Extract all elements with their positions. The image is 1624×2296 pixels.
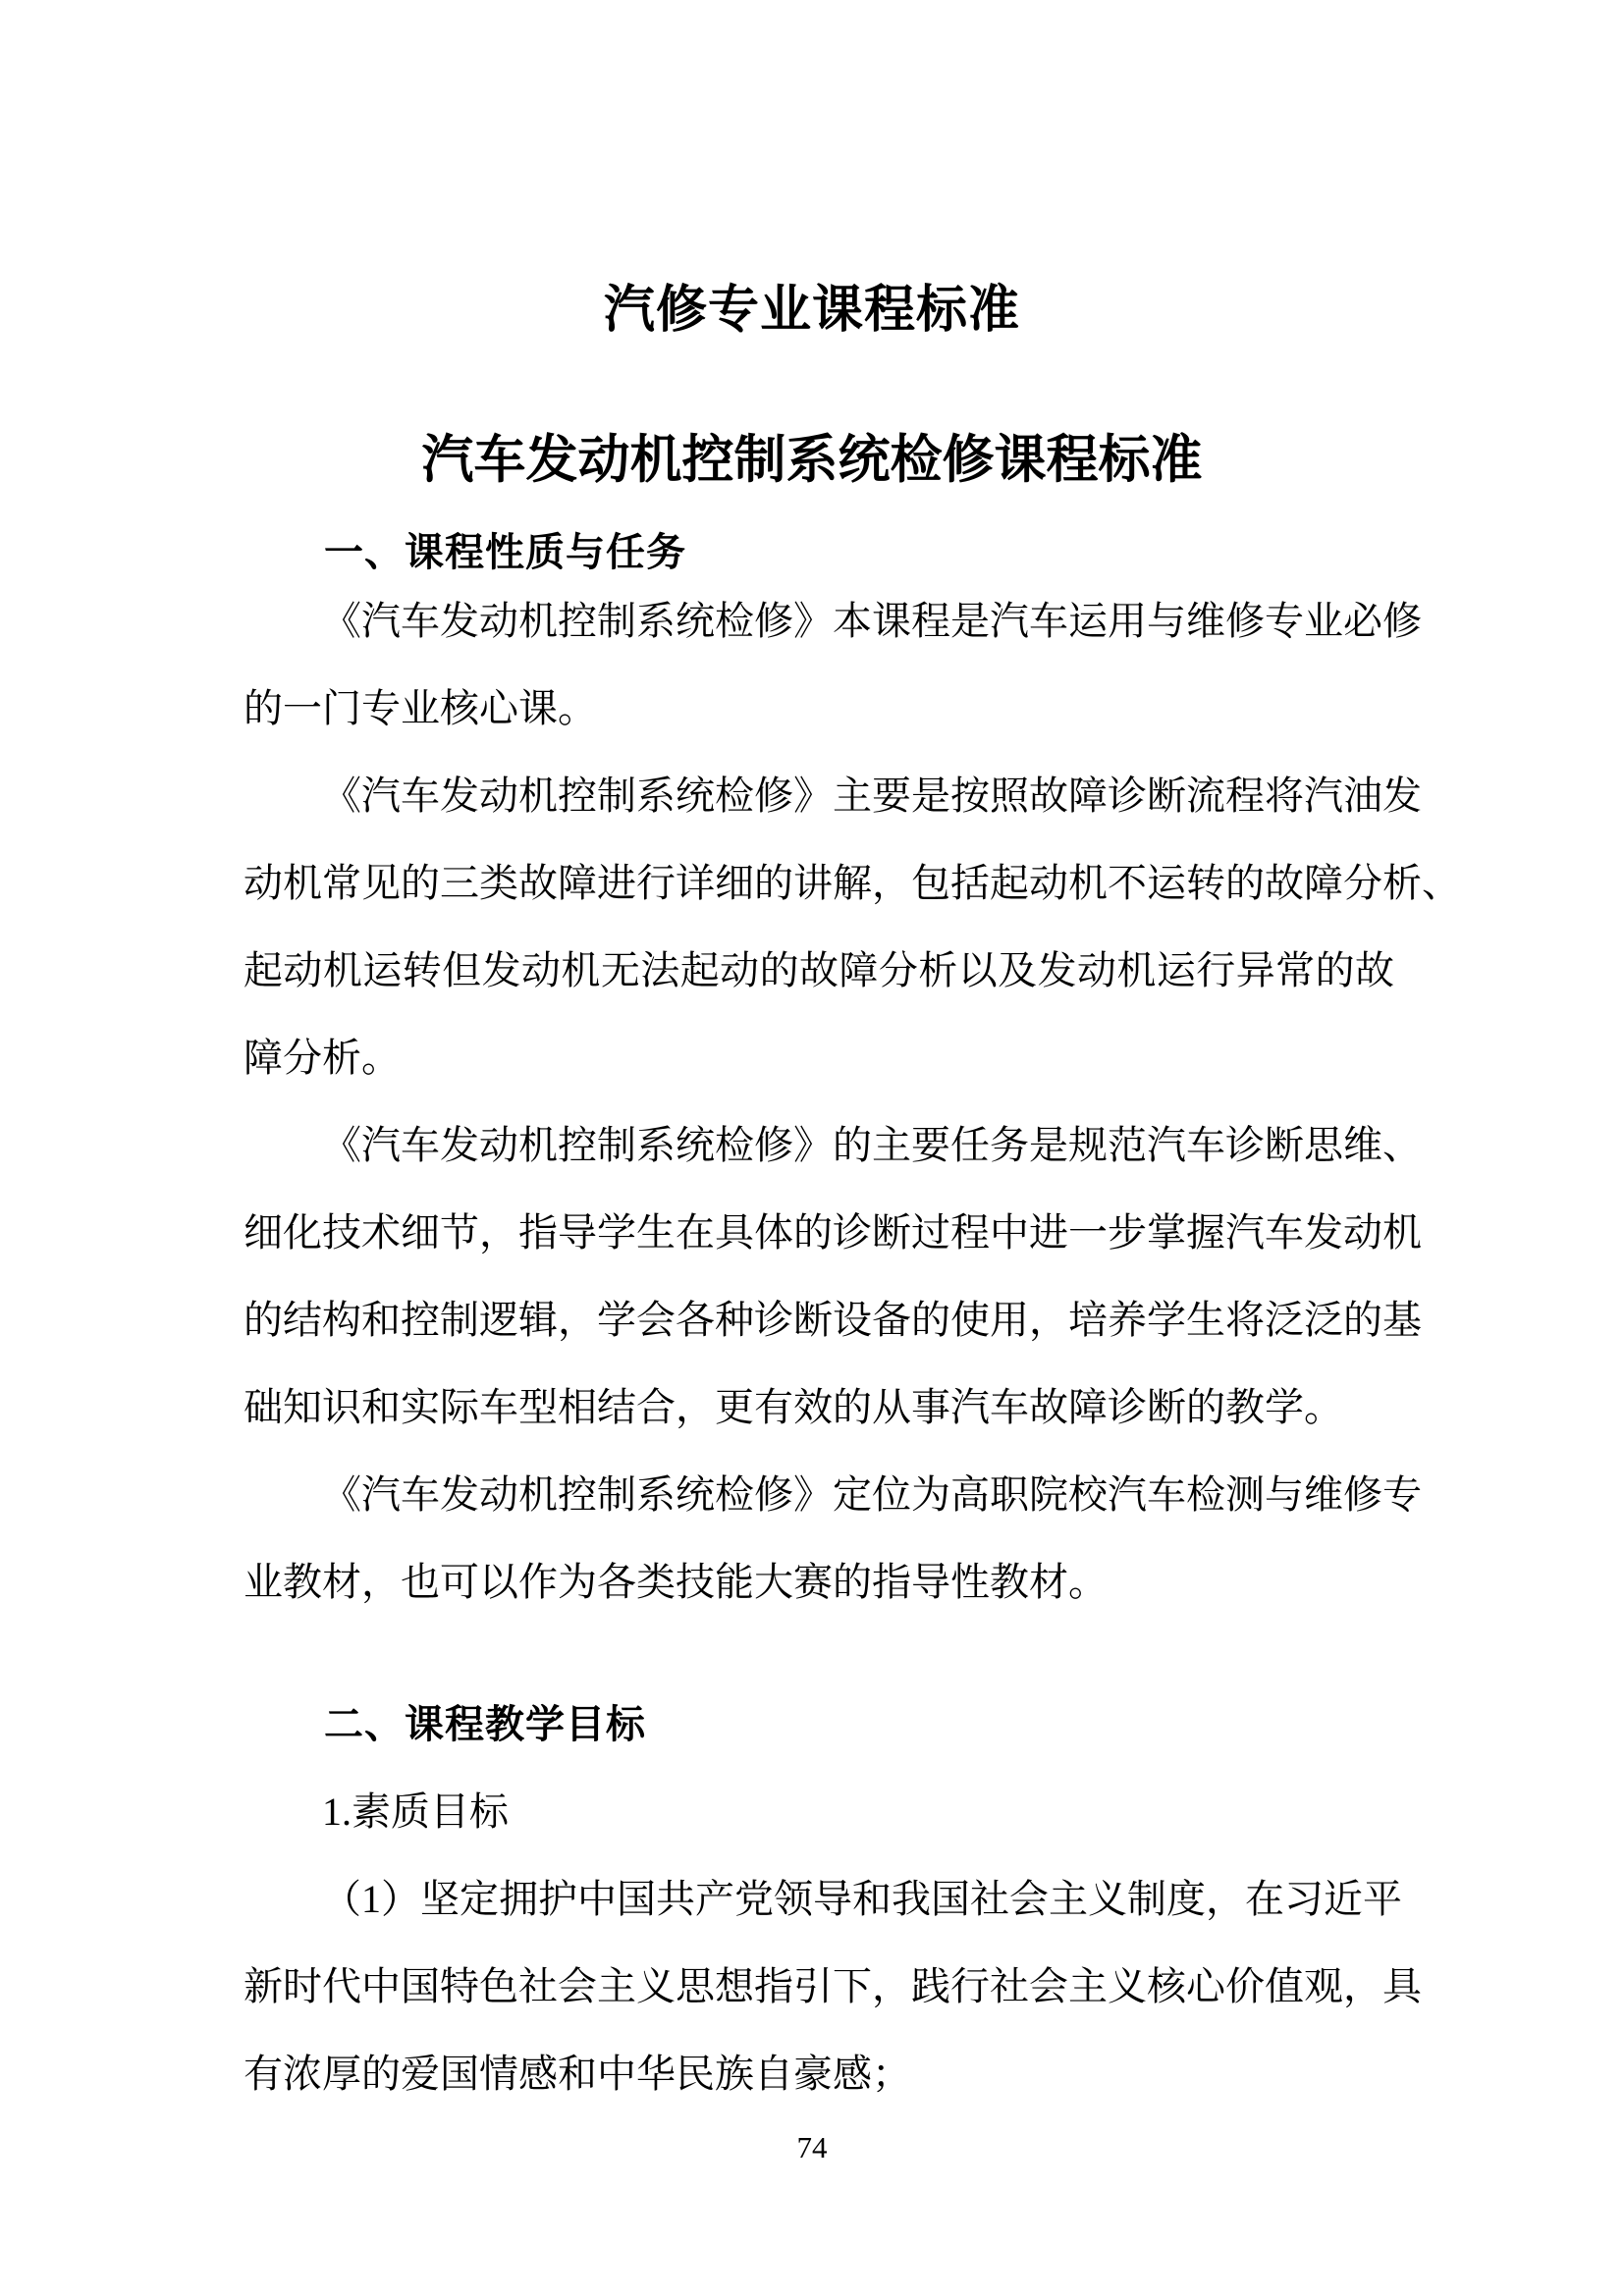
text-line: 《汽车发动机控制系统检修》本课程是汽车运用与维修专业必修 xyxy=(322,599,1422,643)
section-heading-course-nature: 一、课程性质与任务 xyxy=(324,531,686,574)
text-line: 的结构和控制逻辑，学会各种诊断设备的使用，培养学生将泛泛的基 xyxy=(244,1298,1422,1342)
text-line: （1）坚定拥护中国共产党领导和我国社会主义制度，在习近平 xyxy=(322,1877,1402,1921)
text-line: 《汽车发动机控制系统检修》主要是按照故障诊断流程将汽油发 xyxy=(322,774,1422,818)
course-standard-title: 汽车发动机控制系统检修课程标准 xyxy=(421,432,1203,489)
document-main-title: 汽修专业课程标准 xyxy=(603,283,1020,339)
paragraph-course-intro xyxy=(244,577,1422,752)
text-line: 起动机运转但发动机无法起动的故障分析以及发动机运行异常的故 xyxy=(244,948,1394,992)
text-line: 《汽车发动机控制系统检修》的主要任务是规范汽车诊断思维、 xyxy=(322,1123,1422,1167)
text-line: 有浓厚的爱国情感和中华民族自豪感； xyxy=(244,2052,911,2096)
text-line: 《汽车发动机控制系统检修》定位为高职院校汽车检测与维修专 xyxy=(322,1472,1422,1517)
page-number: 74 xyxy=(796,2130,828,2164)
paragraph-course-positioning xyxy=(244,1451,1422,1626)
paragraph-course-task xyxy=(244,1101,1422,1451)
text-line: 障分析。 xyxy=(244,1036,401,1080)
subheading-quality-goals: 1.素质目标 xyxy=(322,1789,509,1834)
text-line: 础知识和实际车型相结合，更有效的从事汽车故障诊断的教学。 xyxy=(244,1385,1343,1429)
text-line: 的一门专业核心课。 xyxy=(244,686,597,730)
text-line: 细化技术细节，指导学生在具体的诊断过程中进一步掌握汽车发动机 xyxy=(244,1210,1422,1255)
paragraph-quality-goal-1 xyxy=(244,1855,1422,2117)
text-line: 动机常见的三类故障进行详细的讲解，包括起动机不运转的故障分析、 xyxy=(244,861,1461,905)
section-heading-teaching-goals: 二、课程教学目标 xyxy=(324,1703,646,1746)
text-line: 业教材，也可以作为各类技能大赛的指导性教材。 xyxy=(244,1560,1108,1604)
text-line: 新时代中国特色社会主义思想指引下，践行社会主义核心价值观，具 xyxy=(244,1964,1422,2008)
paragraph-course-content xyxy=(244,752,1461,1101)
